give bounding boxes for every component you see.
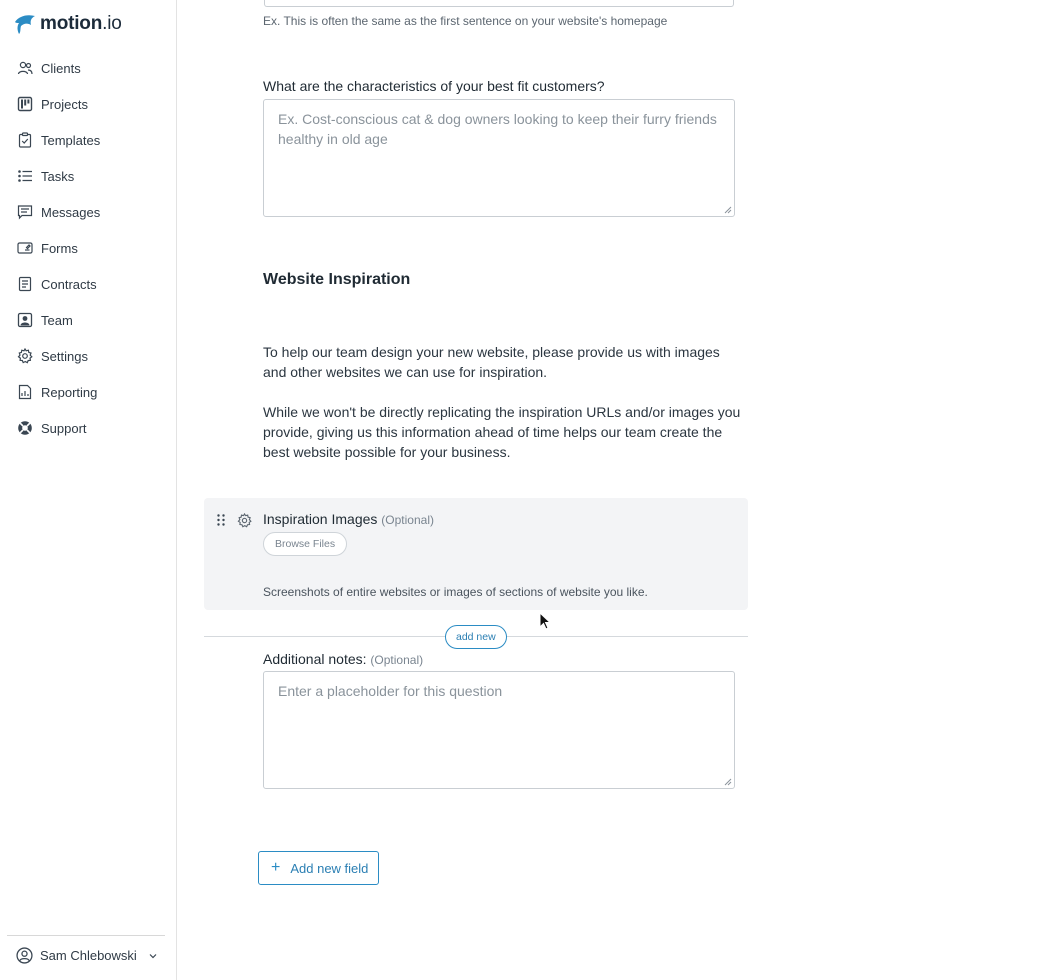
app-logo[interactable]: [13, 11, 122, 37]
sidebar-item-label: Reporting: [41, 384, 98, 400]
sidebar-item-reporting[interactable]: [0, 374, 176, 410]
gear-icon: [16, 348, 33, 365]
add-new-field-button[interactable]: [258, 851, 379, 885]
gear-icon[interactable]: [237, 513, 252, 528]
inspiration-images-field[interactable]: [204, 498, 748, 610]
sidebar-item-clients[interactable]: [0, 50, 176, 86]
form-icon: [16, 240, 33, 257]
sidebar-item-label: Contracts: [41, 276, 97, 292]
sidebar-item-projects[interactable]: [0, 86, 176, 122]
sidebar-item-team[interactable]: [0, 302, 176, 338]
sidebar-item-label: Support: [41, 420, 87, 436]
sidebar-item-label: Projects: [41, 96, 88, 112]
previous-field-helper: Ex. This is often the same as the first sentence on your website's homepage: [263, 14, 668, 28]
previous-textarea-bottom[interactable]: [264, 0, 734, 7]
report-icon: [16, 384, 33, 401]
user-name: Sam Chlebowski: [40, 948, 137, 963]
clipboard-check-icon: [16, 132, 33, 149]
chevron-down-icon: [147, 950, 159, 962]
sidebar-item-forms[interactable]: [0, 230, 176, 266]
resize-handle-icon[interactable]: [724, 778, 732, 786]
best-fit-placeholder: Ex. Cost-conscious cat & dog owners looking to keep their furry friends healthy in old age: [278, 111, 717, 147]
form-editor: [177, 0, 1060, 980]
inspiration-images-label: Inspiration Images (Optional): [263, 511, 434, 527]
section-title: Website Inspiration: [263, 271, 411, 288]
add-new-button[interactable]: add new: [445, 625, 507, 649]
sidebar-item-label: Clients: [41, 60, 81, 76]
sidebar: [0, 0, 177, 980]
sidebar-item-settings[interactable]: [0, 338, 176, 374]
optional-tag: (Optional): [381, 513, 434, 527]
user-menu[interactable]: [7, 935, 165, 975]
inspiration-images-help: Screenshots of entire websites or images of sections of website you like.: [263, 585, 648, 599]
section-paragraph: To help our team design your new website, please provide us with images and other websites we can use for inspiration.: [263, 344, 720, 380]
lifebuoy-icon: [16, 420, 33, 437]
list-icon: [16, 168, 33, 185]
user-avatar-icon: [16, 947, 33, 964]
users-icon: [16, 60, 33, 77]
logo-bird-icon: [13, 13, 37, 35]
sidebar-item-messages[interactable]: [0, 194, 176, 230]
kanban-icon: [16, 96, 33, 113]
sidebar-item-label: Tasks: [41, 168, 75, 184]
resize-handle-icon[interactable]: [724, 206, 732, 214]
sidebar-item-label: Settings: [41, 348, 88, 364]
best-fit-label: What are the characteristics of your best fit customers?: [263, 78, 605, 94]
sidebar-item-support[interactable]: [0, 410, 176, 446]
additional-notes-label: Additional notes: (Optional): [263, 651, 424, 667]
additional-notes-textarea[interactable]: [263, 671, 735, 789]
browse-files-button[interactable]: Browse Files: [263, 532, 347, 556]
sidebar-item-label: Forms: [41, 240, 78, 256]
document-icon: [16, 276, 33, 293]
additional-notes-placeholder: Enter a placeholder for this question: [278, 683, 503, 699]
sidebar-item-tasks[interactable]: [0, 158, 176, 194]
sidebar-item-label: Team: [41, 312, 73, 328]
plus-icon: +: [271, 859, 281, 876]
sidebar-item-templates[interactable]: [0, 122, 176, 158]
mouse-cursor-icon: [539, 612, 551, 630]
sidebar-item-label: Messages: [41, 204, 101, 220]
section-paragraph: While we won't be directly replicating the inspiration URLs and/or images you provide, giving us this information ahead of time helps our team create the best website possible for your business.: [263, 404, 741, 460]
sidebar-item-contracts[interactable]: [0, 266, 176, 302]
best-fit-textarea[interactable]: [263, 99, 735, 217]
sidebar-item-label: Templates: [41, 132, 101, 148]
drag-handle-icon[interactable]: [216, 513, 226, 527]
optional-tag: (Optional): [370, 653, 424, 667]
sidebar-nav: [0, 50, 176, 446]
add-new-field-label: Add new field: [290, 860, 369, 876]
team-icon: [16, 312, 33, 329]
logo-text: motion.io: [40, 13, 122, 34]
message-icon: [16, 204, 33, 221]
